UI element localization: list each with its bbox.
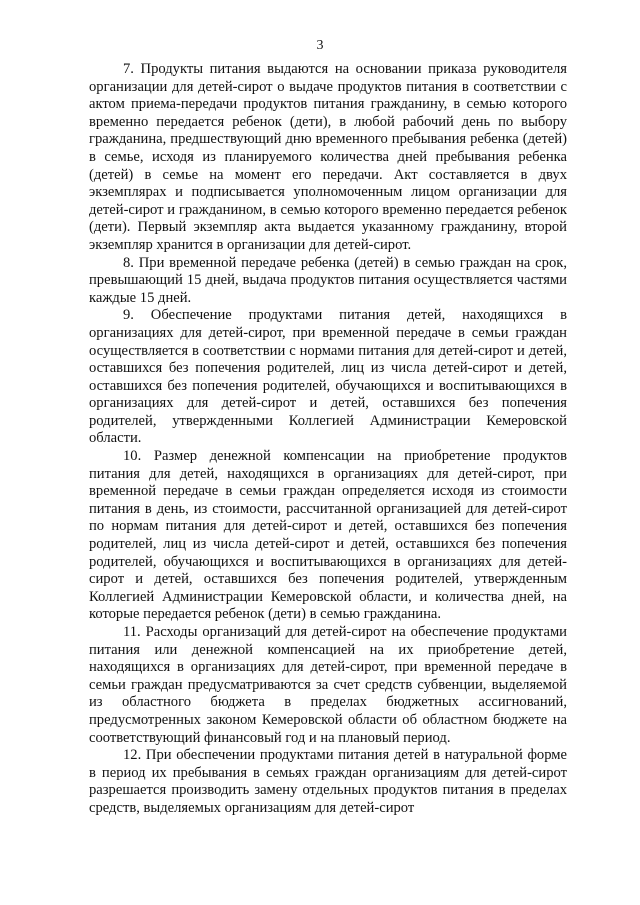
paragraph-10: 10. Размер денежной компенсации на приобретение продуктов питания для детей, находящихся в организациях для детей-сирот, при временной передаче в семьи граждан определяется исходя из стоимости питания в день, из стоимости, рассчитанной организацией для детей-сирот по нормам питания для детей-сирот и детей, оставшихся без попечения родителей, лиц из числа детей-сирот и детей, оставшихся без попечения родителей, обучающихся и воспитывающихся в организациях для детей-сирот и детей, оставшихся без попечения родителей, утвержденным Коллегией Администрации Кемеровской области, и количества дней, на которые передается ребенок (дети) в семью гражданина. bbox=[89, 448, 567, 623]
paragraph-7: 7. Продукты питания выдаются на основании приказа руководителя организации для детей-сирот о выдаче продуктов питания в соответствии с актом приема-передачи продуктов питания гражданину, в семью которого временно передается ребенок (дети), в любой рабочий день по выбору гражданина, предшествующий дню временного пребывания ребенка (детей) в семье, исходя из планируемого количества дней пребывания ребенка (детей) в семье на момент его передачи. Акт составляется в двух экземплярах и подписывается уполномоченным лицом организации для детей-сирот и гражданином, в семью которого временно передается ребенок (дети). Первый экземпляр акта выдается указанному гражданину, второй экземпляр хранится в организации для детей-сирот. bbox=[89, 61, 567, 253]
paragraph-12: 12. При обеспечении продуктами питания детей в натуральной форме в период их пребывания в семьях граждан организациям для детей-сирот разрешается производить замену отдельных продуктов питания в пределах средств, выделяемых организациям для детей-сирот bbox=[89, 747, 567, 816]
document-body bbox=[89, 61, 567, 818]
paragraph-9: 9. Обеспечение продуктами питания детей, находящихся в организациях для детей-сирот, при временной передаче в семьи граждан осуществляется в соответствии с нормами питания для детей-сирот и детей, оставшихся без попечения родителей, лиц из числа детей-сирот и детей, оставшихся без попечения родителей, обучающихся и воспитывающихся в организациях для детей-сирот и детей, оставшихся без попечения родителей, утвержденными Коллегией Администрации Кемеровской области. bbox=[89, 307, 567, 447]
page-number: 3 bbox=[316, 38, 324, 53]
paragraph-11: 11. Расходы организаций для детей-сирот на обеспечение продуктами питания или денежной компенсацией на их приобретение детей, находящихся в организациях для детей-сирот, при временной передаче в семьи граждан предусматриваются за счет средств субвенции, выделяемой из областного бюджета в пределах бюджетных ассигнований, предусмотренных законом Кемеровской области об областном бюджете на соответствующий финансовый год и на плановый период. bbox=[89, 624, 567, 746]
paragraph-8: 8. При временной передаче ребенка (детей) в семью граждан на срок, превышающий 15 дней, выдача продуктов питания осуществляется частями каждые 15 дней. bbox=[89, 254, 567, 306]
